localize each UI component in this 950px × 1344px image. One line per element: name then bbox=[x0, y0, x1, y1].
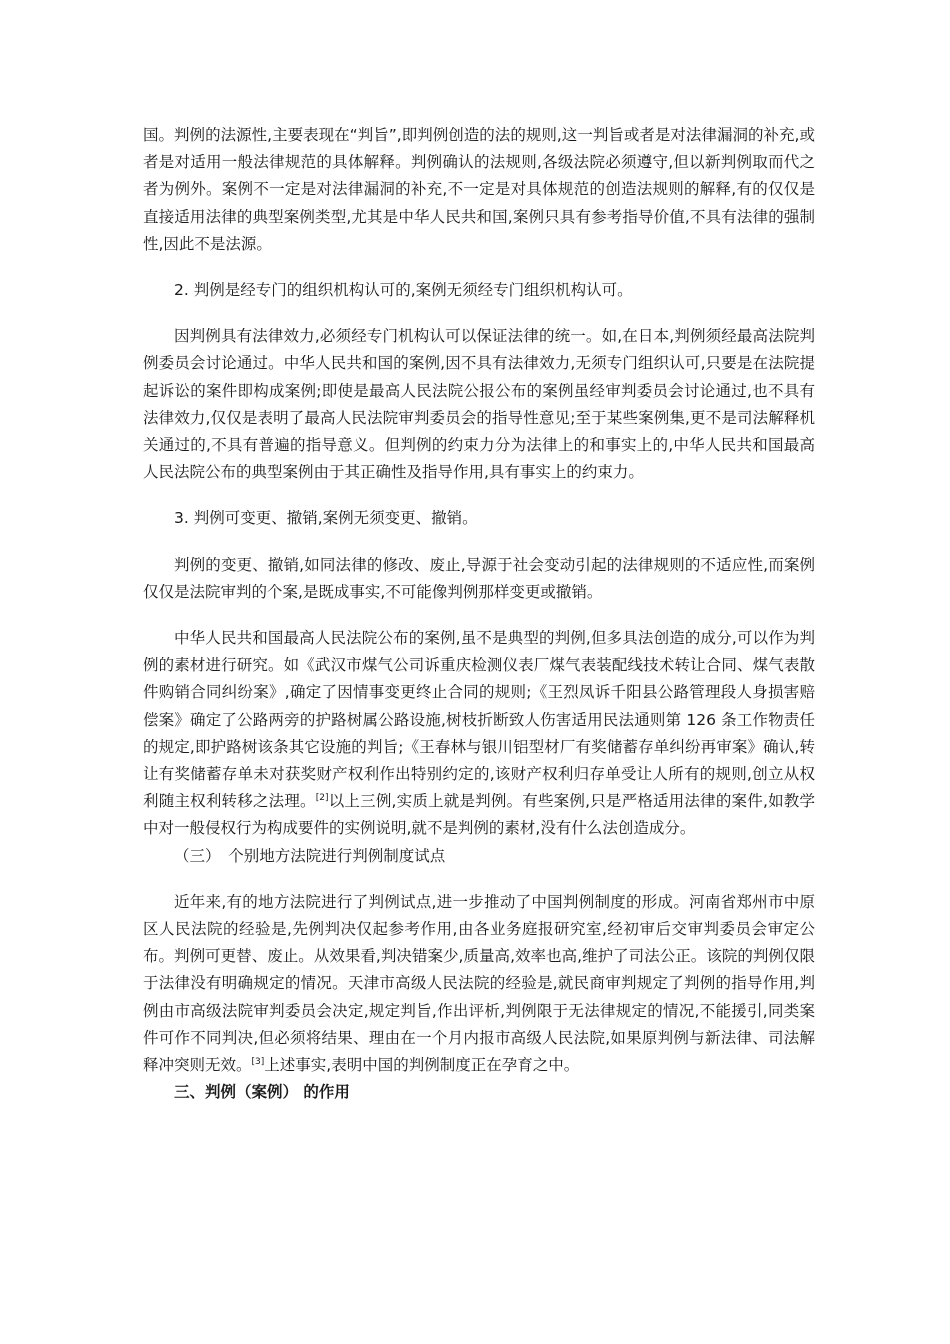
point-2-recognition: 2. 判例是经专门的组织机构认可的,案例无须经专门组织机构认可。 bbox=[174, 281, 633, 300]
case-examples-text: 中华人民共和国最高人民法院公布的案例,虽不是典型的判例,但多具法创造的成分,可以作为判例的素材进行研究。如《武汉市煤气公司诉重庆检测仪表厂煤气表装配线技术转让合同、煤气表散件购销合同纠纷案》,确定了因情事变更终止合同的规则;《王烈凤诉千阳县公路管理段人身损害赔偿案》确定了公路两旁的护路树属公路设施,树枝折断致人伤害适用民法通则第 126 条工作物责任的规定,即护路树该条其它设施的判旨;《王春林与银川铝型材厂有奖储蓄存单纠纷再审案》确认,转让有奖储蓄存单未对获奖财产权利作出特别约定的,该财产权利归存单受让人所有的规则,创立从权利随主权利转移之法理。 bbox=[143, 629, 815, 811]
footnote-ref-2[interactable]: [2] bbox=[315, 793, 329, 804]
paragraph-case-examples bbox=[143, 625, 815, 843]
pilot-courts-conclusion: 上述事实,表明中国的判例制度正在孕育之中。 bbox=[264, 1056, 580, 1075]
subheading-pilot-courts: （三） 个别地方法院进行判例制度试点 bbox=[174, 846, 446, 865]
footnote-ref-3[interactable]: [3] bbox=[251, 1057, 265, 1068]
paragraph-revocation-explained: 判例的变更、撤销,如同法律的修改、废止,导源于社会变动引起的法律规则的不适应性,而案例仅仅是法院审判的个案,是既成事实,不可能像判例那样变更或撤销。 bbox=[143, 555, 815, 601]
paragraph-recognition-explained: 因判例具有法律效力,必须经专门机构认可以保证法律的统一。如,在日本,判例须经最高法院判例委员会讨论通过。中华人民共和国的案例,因不具有法律效力,无须专门组织认可,只要是在法院提起诉讼的案件即构成案例;即使是最高人民法院公报公布的案例虽经审判委员会讨论通过,也不具有法律效力,仅仅是表明了最高人民法院审判委员会的指导性意见;至于某些案例集,更不是司法解释机关通过的,不具有普遍的指导意义。但判例的约束力分为法律上的和事实上的,中华人民共和国最高人民法院公布的典型案例由于其正确性及指导作用,具有事实上的约束力。 bbox=[143, 327, 815, 482]
document-body bbox=[143, 122, 815, 1107]
pilot-courts-text: 近年来,有的地方法院进行了判例试点,进一步推动了中国判例制度的形成。河南省郑州市中原区人民法院的经验是,先例判决仅起参考作用,由各业务庭报研究室,经初审后交审判委员会审定公布。判例可更替、废止。从效果看,判决错案少,质量高,效率也高,维护了司法公正。该院的判例仅限于法律没有明确规定的情况。天津市高级人民法院的经验是,就民商审判规定了判例的指导作用,判例由市高级法院审判委员会决定,规定判旨,作出评析,判例限于无法律规定的情况,不能援引,同类案件可作不同判决,但必须将结果、理由在一个月内报市高级人民法院,如果原判例与新法律、司法解释冲突则无效。 bbox=[143, 892, 815, 1075]
section-heading-role-of-precedent: 三、判例（案例） 的作用 bbox=[174, 1083, 350, 1102]
paragraph-legal-source: 国。判例的法源性,主要表现在“判旨”,即判例创造的法的规则,这一判旨或者是对法律漏洞的补充,或者是对适用一般法律规范的具体解释。判例确认的法规则,各级法院必须遵守,但以新判例取而代之者为例外。案例不一定是对法律漏洞的补充,不一定是对具体规范的创造法规则的解释,有的仅仅是直接适用法律的典型案例类型,尤其是中华人民共和国,案例只具有参考指导价值,不具有法律的强制性,因此不是法源。 bbox=[143, 126, 815, 253]
paragraph-pilot-courts bbox=[143, 889, 815, 1079]
case-examples-conclusion: 以上三例,实质上就是判例。有些案例,只是严格适用法律的案件,如教学中对一般侵权行为构成要件的实例说明,就不是判例的素材,没有什么法创造成分。 bbox=[143, 792, 815, 838]
point-3-revocation: 3. 判例可变更、撤销,案例无须变更、撤销。 bbox=[174, 509, 478, 528]
